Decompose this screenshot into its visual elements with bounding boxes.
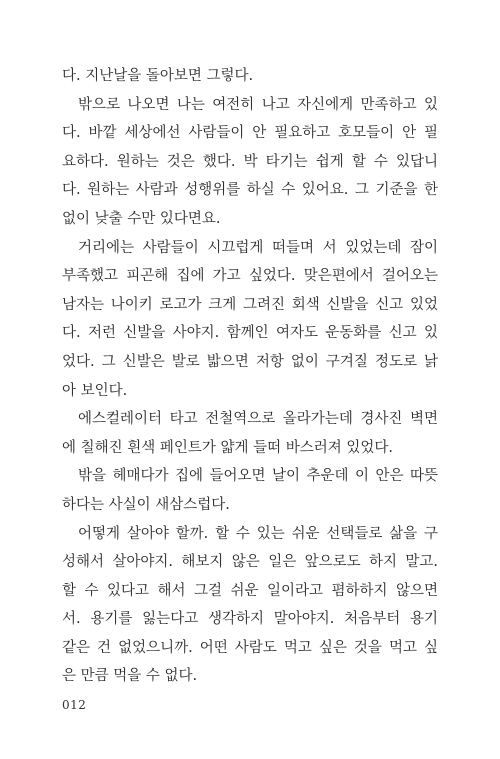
text-line: 아 보인다.	[62, 382, 128, 399]
text-line: 에스컬레이터 타고 전철역으로 올라가는데 경사진 벽면	[78, 411, 438, 428]
text-line: 서. 용기를 잃는다고 생각하지 말아야지. 처음부터 용기	[62, 611, 438, 628]
text-line: 다. 저런 신발을 사야지. 함께인 여자도 운동화를 신고 있	[62, 325, 438, 342]
text-line: 할 수 있다고 해서 그걸 쉬운 일이라고 폄하하지 않으면	[62, 582, 438, 599]
text-line: 다. 지난날을 돌아보면 그렇다.	[62, 68, 254, 84]
text-line: 다. 원하는 사람과 성행위를 하실 수 있어요. 그 기준을 한	[62, 182, 438, 199]
text-line: 밖으로 나오면 나는 여전히 나고 자신에게 만족하고 있	[78, 96, 438, 113]
text-line: 은 만큼 먹을 수 없다.	[62, 668, 198, 685]
text-line: 남자는 나이키 로고가 크게 그려진 회색 신발을 신고 있었	[62, 296, 438, 313]
text-line: 요하다. 원하는 것은 했다. 박 타기는 쉽게 할 수 있답니	[62, 153, 438, 170]
text-line: 없이 낮출 수만 있다면요.	[62, 210, 221, 227]
text-line: 다. 바깥 세상에선 사람들이 안 필요하고 호모들이 안 필	[62, 125, 438, 142]
body-text	[62, 62, 438, 691]
text-line: 성해서 살아야지. 해보지 않은 일은 앞으로도 하지 말고.	[62, 554, 438, 571]
text-line: 었다. 그 신발은 발로 밟으면 저항 없이 구겨질 정도로 낡	[62, 353, 438, 370]
text-line: 하다는 사실이 새삼스럽다.	[62, 496, 230, 513]
page-number: 012	[62, 698, 87, 712]
text-line: 에 칠해진 흰색 페인트가 얇게 들떠 바스러져 있었다.	[62, 439, 394, 456]
text-line: 어떻게 살아야 할까. 할 수 있는 쉬운 선택들로 삶을 구	[78, 525, 438, 542]
text-line: 거리에는 사람들이 시끄럽게 떠들며 서 있었는데 잠이	[78, 239, 438, 256]
text-line: 부족했고 피곤해 집에 가고 싶었다. 맞은편에서 걸어오는	[62, 268, 438, 285]
text-line: 밖을 헤매다가 집에 들어오면 날이 추운데 이 안은 따뜻	[78, 468, 438, 485]
text-line: 같은 건 없었으니까. 어떤 사람도 먹고 싶은 것을 먹고 싶	[62, 639, 438, 656]
